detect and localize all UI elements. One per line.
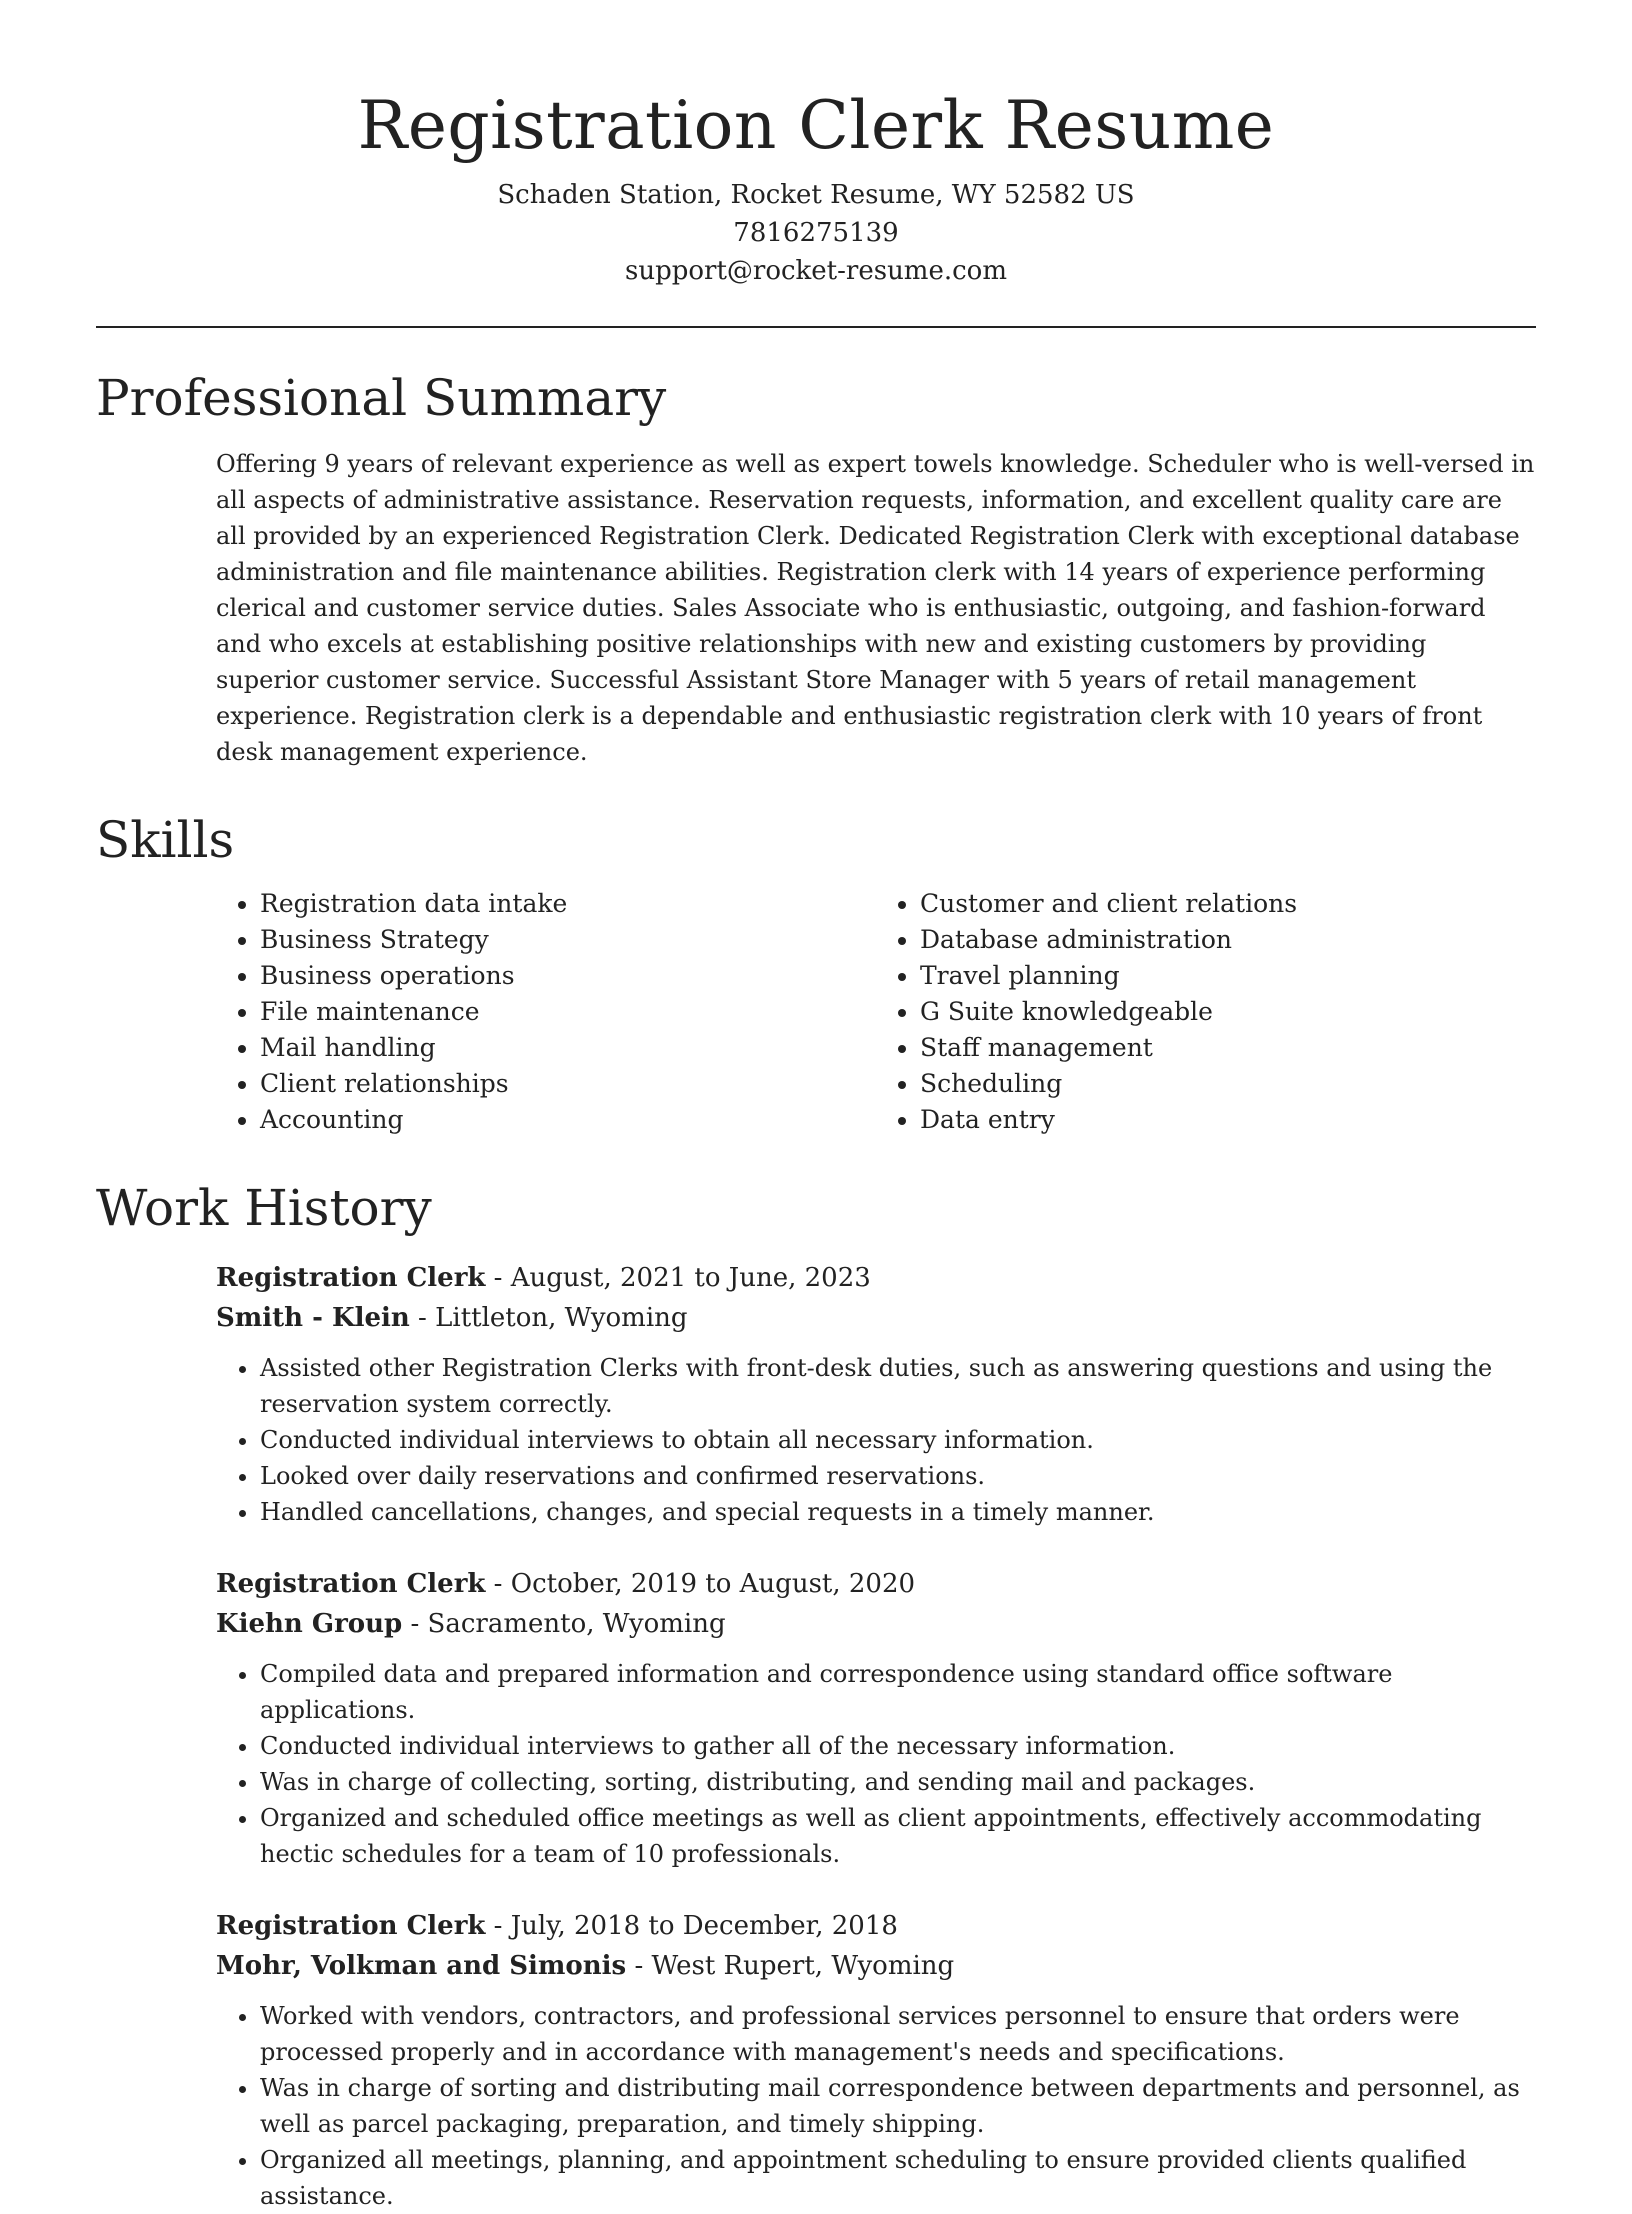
skill-item: • Client relationships xyxy=(260,1066,876,1102)
skills-heading: Skills xyxy=(96,811,235,869)
skill-item: • Travel planning xyxy=(920,958,1536,994)
job-employer-line: Mohr, Volkman and Simonis - West Rupert, Wyoming xyxy=(216,1951,955,1981)
job-title-line: Registration Clerk - August, 2021 to June, 2023 xyxy=(216,1263,871,1293)
job-bullet: • Assisted other Registration Clerks with front-desk duties, such as answering questions and using the reservation system correctly. xyxy=(260,1350,1536,1422)
resume-page xyxy=(96,0,1536,2210)
skill-item: • Customer and client relations xyxy=(920,886,1536,922)
job-employer-line: Smith - Klein - Littleton, Wyoming xyxy=(216,1303,688,1333)
skill-item: • File maintenance xyxy=(260,994,876,1030)
skill-item: • Database administration xyxy=(920,922,1536,958)
job-employer: Smith - Klein xyxy=(216,1303,410,1333)
skill-item: • G Suite knowledgeable xyxy=(920,994,1536,1030)
job-bullet: • Was in charge of collecting, sorting, distributing, and sending mail and packages. xyxy=(260,1764,1536,1800)
work-history-section xyxy=(216,1258,1536,2214)
summary-section xyxy=(216,446,1536,770)
resume-title: Registration Clerk Resume xyxy=(357,87,1275,164)
job-title-line: Registration Clerk - October, 2019 to August, 2020 xyxy=(216,1569,916,1599)
job-entry xyxy=(216,1564,1536,1872)
contact-block xyxy=(96,176,1536,290)
skills-section xyxy=(216,886,1536,1138)
skill-item: • Mail handling xyxy=(260,1030,876,1066)
job-bullet: • Organized and scheduled office meetings as well as client appointments, effectively accommodating hectic schedules for a team of 10 professionals. xyxy=(260,1800,1536,1872)
job-bullet: • Was in charge of sorting and distributing mail correspondence between departments and personnel, as well as parcel packaging, preparation, and timely shipping. xyxy=(260,2070,1536,2142)
skill-item: • Business operations xyxy=(260,958,876,994)
skills-list-right xyxy=(876,886,1536,1138)
contact-email: support@rocket-resume.com xyxy=(624,256,1007,286)
job-title: Registration Clerk xyxy=(216,1569,486,1599)
job-bullets xyxy=(216,1350,1536,1530)
job-bullets xyxy=(216,1656,1536,1872)
job-bullet: • Conducted individual interviews to obtain all necessary information. xyxy=(260,1422,1536,1458)
job-entry xyxy=(216,1258,1536,1530)
job-title: Registration Clerk xyxy=(216,1263,486,1293)
job-location: West Rupert, Wyoming xyxy=(651,1951,955,1981)
job-bullets xyxy=(216,1998,1536,2214)
job-title: Registration Clerk xyxy=(216,1911,486,1941)
job-dates: October, 2019 to August, 2020 xyxy=(510,1569,916,1599)
skill-item: • Registration data intake xyxy=(260,886,876,922)
job-entry xyxy=(216,1906,1536,2214)
summary-text: Offering 9 years of relevant experience as well as expert towels knowledge. Scheduler who is well-versed in all aspects of administrative assistance. Reservation requests, information, and excellent quality care are all provided by an experienced Registration Clerk. Dedicated Registration Clerk with exceptional database administration and file maintenance abilities. Registration clerk with 14 years of experience performing clerical and customer service duties. Sales Associate who is enthusiastic, outgoing, and fashion-forward and who excels at establishing positive relationships with new and existing customers by providing superior customer service. Successful Assistant Store Manager with 5 years of retail management experience. Registration clerk is a dependable and enthusiastic registration clerk with 10 years of front desk management experience. xyxy=(216,450,1535,766)
summary-heading: Professional Summary xyxy=(96,369,667,427)
job-bullet: • Organized all meetings, planning, and appointment scheduling to ensure provided clients qualified assistance. xyxy=(260,2142,1536,2214)
job-location: Sacramento, Wyoming xyxy=(427,1609,726,1639)
job-bullet: • Conducted individual interviews to gather all of the necessary information. xyxy=(260,1728,1536,1764)
skill-item: • Scheduling xyxy=(920,1066,1536,1102)
job-employer-line: Kiehn Group - Sacramento, Wyoming xyxy=(216,1609,726,1639)
skill-item: • Data entry xyxy=(920,1102,1536,1138)
skills-list-left xyxy=(216,886,876,1138)
job-dates: July, 2018 to December, 2018 xyxy=(510,1911,898,1941)
skill-item: • Accounting xyxy=(260,1102,876,1138)
job-employer: Kiehn Group xyxy=(216,1609,403,1639)
header-divider xyxy=(96,326,1536,328)
skill-item: • Business Strategy xyxy=(260,922,876,958)
job-title-line: Registration Clerk - July, 2018 to December, 2018 xyxy=(216,1911,898,1941)
job-location: Littleton, Wyoming xyxy=(435,1303,688,1333)
job-employer: Mohr, Volkman and Simonis xyxy=(216,1951,627,1981)
work-history-heading: Work History xyxy=(96,1179,432,1237)
contact-address: Schaden Station, Rocket Resume, WY 52582 US xyxy=(497,180,1135,210)
job-bullet: • Handled cancellations, changes, and special requests in a timely manner. xyxy=(260,1494,1536,1530)
skill-item: • Staff management xyxy=(920,1030,1536,1066)
resume-header xyxy=(96,0,1536,290)
contact-phone: 7816275139 xyxy=(733,218,899,248)
job-bullet: • Worked with vendors, contractors, and professional services personnel to ensure that orders were processed properly and in accordance with management's needs and specifications. xyxy=(260,1998,1536,2070)
job-dates: August, 2021 to June, 2023 xyxy=(510,1263,871,1293)
job-bullet: • Compiled data and prepared information and correspondence using standard office software applications. xyxy=(260,1656,1536,1728)
job-bullet: • Looked over daily reservations and confirmed reservations. xyxy=(260,1458,1536,1494)
